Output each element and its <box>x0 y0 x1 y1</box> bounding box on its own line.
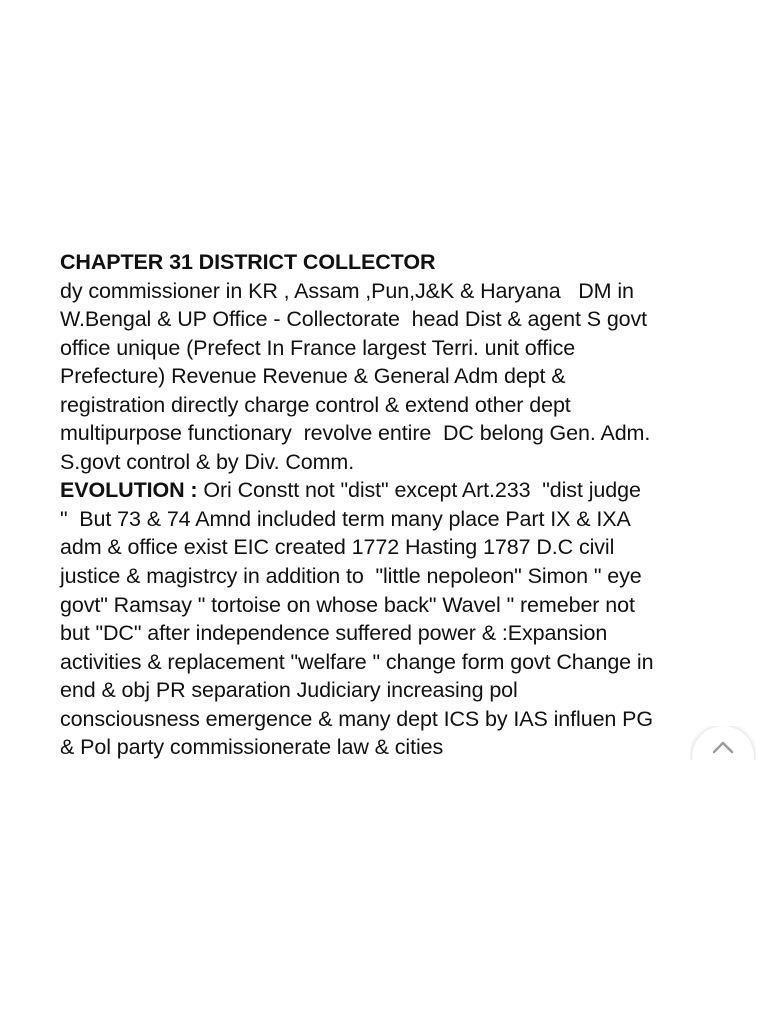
chevron-up-icon <box>712 740 734 754</box>
text-line: consciousness emergence & many dept ICS by IAS influen PG <box>60 706 654 731</box>
text-line: W.Bengal & UP Office - Collectorate head Dist & agent S govt <box>60 307 648 332</box>
text-line: adm & office exist EIC created 1772 Hasting 1787 D.C civil <box>60 535 615 560</box>
text-line: justice & magistrcy in addition to "little nepoleon" Simon " eye <box>60 564 642 589</box>
evolution-line <box>60 476 720 505</box>
text-line: but "DC" after independence suffered power & :Expansion <box>60 621 608 646</box>
text-line: multipurpose functionary revolve entire DC belong Gen. Adm. <box>60 421 651 446</box>
text-line: registration directly charge control & extend other dept <box>60 392 571 417</box>
text-line: Prefecture) Revenue Revenue & General Adm dept & <box>60 364 566 389</box>
text-line: govt" Ramsay " tortoise on whose back" Wavel " remeber not <box>60 592 635 617</box>
chapter-heading: CHAPTER 31 DISTRICT COLLECTOR <box>60 250 436 274</box>
text-line: dy commissioner in KR , Assam ,Pun,J&K & Haryana DM in <box>60 278 634 303</box>
text-line: " But 73 & 74 Amnd included term many place Part IX & IXA <box>60 506 631 531</box>
evolution-text: Ori Constt not "dist" except Art.233 "dist judge <box>197 478 641 503</box>
text-line: end & obj PR separation Judiciary increasing pol <box>60 678 518 703</box>
text-line: & Pol party commissionerate law & cities <box>60 735 444 760</box>
scroll-to-top-button[interactable] <box>690 726 756 760</box>
text-line: activities & replacement "welfare " change form govt Change in <box>60 649 654 674</box>
document-text <box>60 248 720 762</box>
text-line: S.govt control & by Div. Comm. <box>60 449 355 474</box>
evolution-label: EVOLUTION : <box>60 478 198 503</box>
text-line: office unique (Prefect In France largest Terri. unit office <box>60 335 576 360</box>
